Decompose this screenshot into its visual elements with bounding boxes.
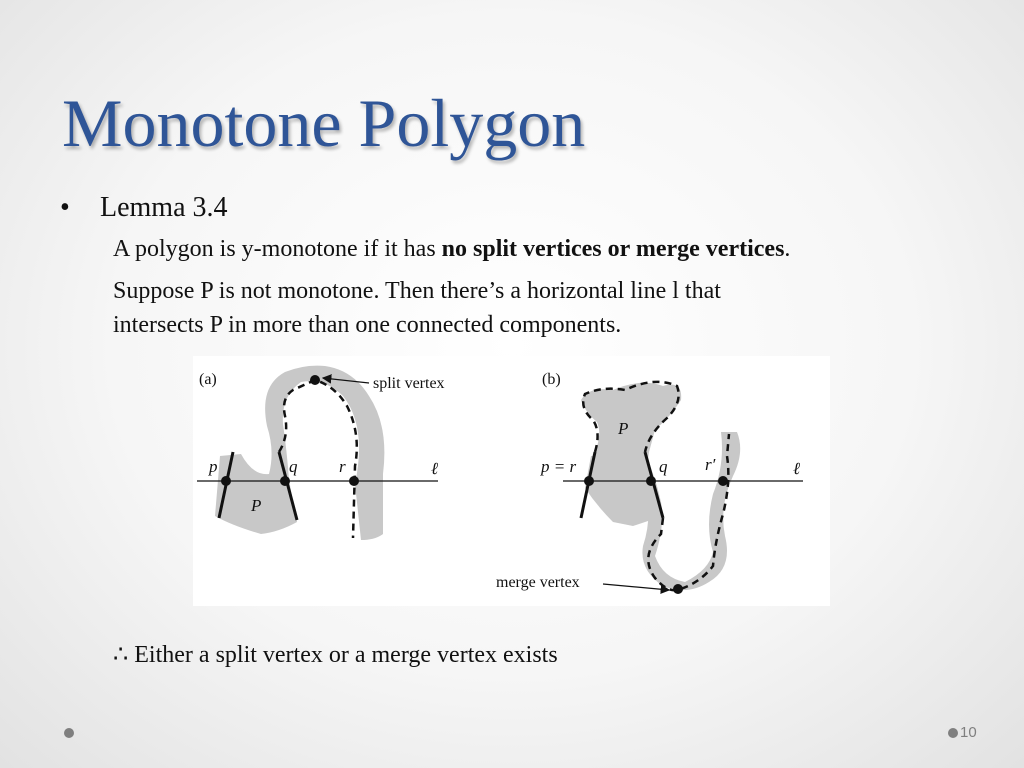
panel-a-polygon — [215, 366, 384, 540]
panel-b-ell-label: ℓ — [793, 459, 801, 478]
panel-a — [197, 366, 445, 540]
footer-left-dot — [64, 728, 74, 738]
panel-b-poly-label: P — [618, 419, 629, 438]
proof-line-1: Suppose P is not monotone. Then there’s a horizontal line l that — [113, 278, 721, 304]
panel-b-merge-vertex — [673, 584, 683, 594]
panel-b-r-prime-label: r′ — [705, 455, 716, 474]
panel-b-p-eq-r-label: p = r — [541, 457, 577, 476]
lemma-text-post: . — [784, 236, 791, 262]
panel-b-merge-arrow — [603, 584, 669, 590]
proof-line-2: intersects P in more than one connected components. — [113, 312, 622, 338]
panel-b — [496, 371, 803, 594]
conclusion-text: ∴ Either a split vertex or a merge vertex exists — [113, 642, 558, 668]
merge-vertex-label: merge vertex — [496, 574, 580, 591]
panel-b-vertex-r-prime — [718, 476, 728, 486]
panel-b-polygon-lower — [585, 456, 657, 526]
panel-b-vertex-q — [646, 476, 656, 486]
page-number: 10 — [960, 724, 977, 741]
split-vertex-label: split vertex — [373, 375, 445, 392]
panel-b-label: (b) — [542, 371, 561, 388]
lemma-text-pre: A polygon is y-monotone if it has — [113, 236, 442, 262]
figure-svg — [193, 356, 830, 606]
panel-a-q-label: q — [289, 457, 298, 476]
panel-a-label: (a) — [199, 371, 217, 388]
lemma-statement — [113, 236, 790, 263]
lemma-label: Lemma 3.4 — [100, 192, 228, 223]
lemma-text-bold: no split vertices or merge vertices — [441, 236, 785, 262]
panel-a-r-label: r — [339, 457, 346, 476]
bullet-lemma — [60, 192, 228, 224]
panel-a-vertex-p — [221, 476, 231, 486]
panel-b-vertex-p — [584, 476, 594, 486]
footer-right-dot — [948, 728, 958, 738]
slide-title: Monotone Polygon — [62, 85, 586, 161]
panel-a-vertex-q — [280, 476, 290, 486]
bullet-icon: • — [60, 192, 70, 223]
panel-a-vertex-r — [349, 476, 359, 486]
panel-b-q-label: q — [659, 457, 668, 476]
polygon-figure — [193, 356, 830, 606]
panel-a-ell-label: ℓ — [431, 459, 439, 478]
panel-a-poly-label: P — [251, 496, 262, 515]
panel-a-p-label: p — [209, 457, 218, 476]
panel-a-split-vertex — [310, 375, 320, 385]
